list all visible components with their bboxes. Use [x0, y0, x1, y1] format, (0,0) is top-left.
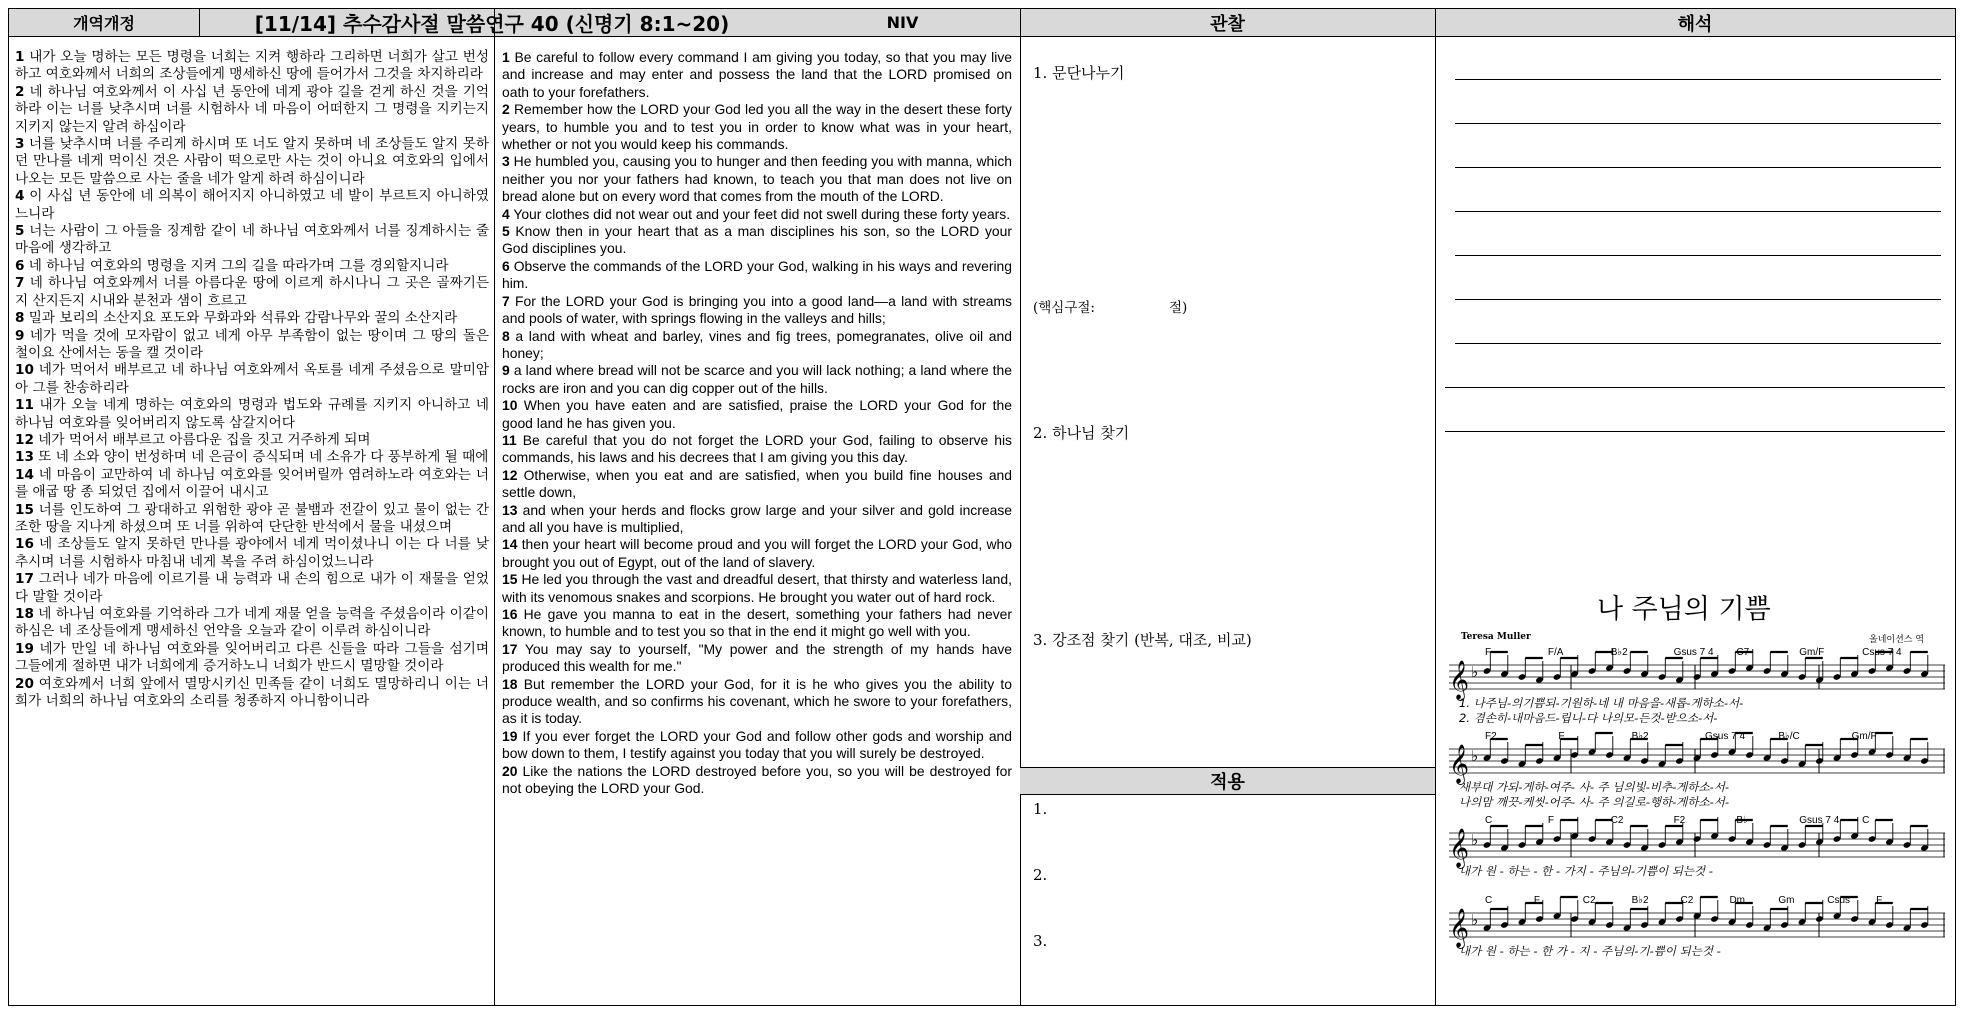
flat-icon: ♭: [1471, 831, 1479, 849]
observation-paragraph-division: 1. 문단나누기: [1033, 64, 1125, 82]
chord-symbol: B♭: [1736, 815, 1748, 826]
verse-text: But remember the LORD your God, for it is he who gives you the ability to produce wealth, and so confirms his covenant, which he swore to your forefathers, as it is today.: [502, 675, 1012, 727]
verse-number: 9: [502, 362, 510, 379]
column-divider: [494, 9, 495, 1005]
niv-verse: [502, 362, 1012, 397]
verse-number: 3: [502, 153, 510, 170]
verse-text: 내가 오늘 네게 명하는 여호와의 명령과 법도와 규례를 지키지 아니하고 네 하나님 여호와를 잊어버리지 않도록 삼갈지어다: [15, 397, 489, 431]
application-item-2: 2.: [1033, 866, 1048, 884]
niv-verse: [502, 536, 1012, 571]
verse-number: 12: [502, 466, 518, 483]
chord-symbol: F: [1558, 731, 1565, 742]
verse-text: Observe the commands of the LORD your God, walking in his ways and revering him.: [502, 257, 1012, 292]
verse-text: 네가 만일 네 하나님 여호와를 잊어버리고 다른 신들을 따라 그들을 섬기며 그들에게 절하면 내가 너희에게 증거하노니 너희가 반드시 멸망할 것이라: [15, 640, 489, 675]
song-translator: 올네이션스 역: [1869, 635, 1925, 645]
observation-header: 관찰: [1020, 9, 1435, 37]
verse-number: 13: [15, 449, 34, 466]
chord-symbol: C2: [1582, 895, 1596, 906]
flat-icon: ♭: [1471, 911, 1479, 929]
column-divider: [1435, 9, 1436, 1005]
verse-text: 또 네 소와 양이 번성하며 네 은금이 증식되며 네 소유가 다 풍부하게 될 때에: [33, 449, 489, 466]
flat-icon: ♭: [1471, 663, 1479, 681]
verse-number: 6: [15, 257, 25, 274]
chord-symbol: F2: [1673, 815, 1686, 826]
korean-verse: [15, 502, 489, 537]
verse-text: When you have eaten and are satisfied, praise the LORD your God for the good land he has given you.: [502, 397, 1012, 431]
korean-verse: [15, 328, 489, 363]
verse-number: 17: [15, 571, 34, 588]
verse-text: then your heart will become proud and you will forget the LORD your God, who brought you out of Egypt, out of the land of slavery.: [502, 536, 1012, 570]
niv-verse: [502, 293, 1012, 328]
verse-number: 5: [502, 223, 510, 240]
application-item-3: 3.: [1033, 932, 1048, 950]
verse-text: a land with wheat and barley, vines and fig trees, pomegranates, olive oil and honey;: [502, 327, 1012, 361]
worksheet: [8, 8, 1956, 1006]
niv-verse: [502, 101, 1012, 153]
verse-text: If you ever forget the LORD your God and follow other gods and worship and bow down to them, I testify against you today that you will surely be destroyed.: [502, 727, 1012, 762]
verse-number: 8: [502, 327, 510, 344]
chord-symbol: Csus: [1827, 895, 1851, 906]
niv-verse: [502, 641, 1012, 676]
verse-text: Be careful to follow every command I am giving you today, so that you may live and increase and may enter and possess the land that the LORD promised on oath to your forefathers.: [502, 49, 1012, 100]
korean-verse: [15, 571, 489, 606]
verse-number: 20: [15, 675, 34, 692]
verse-text: a land where bread will not be scarce and you will lack nothing; a land where the rocks are iron and you can dig copper out of the hills.: [502, 362, 1012, 396]
application-header: 적용: [1020, 767, 1435, 795]
writing-line: [1455, 255, 1941, 256]
chord-symbol: Csus 7 4: [1862, 647, 1902, 658]
korean-scripture-column: [15, 49, 489, 710]
verse-text: 너를 낮추시며 너를 주리게 하시며 또 너도 알지 못하며 네 조상들도 알지 못하던 만나를 네게 먹이신 것은 사람이 떡으로만 사는 것이 아니요 여호와의 입에서 나오는 모든 말씀으로 사는 줄을 네가 알게 하려 하심이니라: [15, 136, 489, 187]
chord-symbol: F/A: [1547, 647, 1564, 658]
lyrics-line: 1. 나주님-의기쁨되-기원하-네 내 마음을-새롭-게하소-서-: [1459, 696, 1744, 710]
verse-text: 너는 사람이 그 아들을 징계함 같이 네 하나님 여호와께서 너를 징계하시는 줄 마음에 생각하고: [15, 223, 489, 257]
key-verse-unit: 절): [1169, 300, 1188, 316]
verse-number: 15: [15, 501, 34, 518]
treble-clef-icon: 𝄞: [1449, 660, 1470, 700]
interpretation-header: 해석: [1435, 9, 1955, 37]
niv-verse: [502, 571, 1012, 606]
lyrics-line: 내가 원 - 하는 - 한 가 - 지 - 주님의-기-쁨이 되는것 -: [1459, 944, 1721, 958]
sheet-music: [1445, 639, 1949, 999]
chord-symbol: Gsus 7 4: [1705, 731, 1746, 742]
chord-symbol: B♭2: [1631, 731, 1649, 742]
korean-verse: [15, 606, 489, 641]
verse-text: and when your herds and flocks grow large and your silver and gold increase and all you have is multiplied,: [502, 501, 1012, 535]
verse-text: You may say to yourself, "My power and the strength of my hands have produced this wealth for me.": [502, 640, 1012, 675]
verse-number: 18: [15, 606, 34, 622]
song-title: 나 주님의 기쁨: [1597, 594, 1771, 625]
verse-number: 3: [15, 136, 25, 153]
korean-verse: [15, 84, 489, 136]
verse-number: 18: [502, 675, 518, 692]
chord-symbol: C: [1862, 815, 1870, 826]
korean-verse: [15, 397, 489, 432]
chord-symbol: Gm: [1778, 895, 1795, 906]
verse-number: 8: [15, 310, 25, 327]
korean-verse: [15, 536, 489, 571]
chord-symbol: F: [1547, 815, 1554, 826]
korean-verse: [15, 49, 489, 84]
verse-number: 7: [15, 275, 25, 292]
verse-text: 네 조상들도 알지 못하던 만나를 광야에서 네게 먹이셨나니 이는 다 너를 낮추시며 너를 시험하사 마침내 네게 복을 주려 하심이었느니라: [15, 536, 489, 570]
page-title: [11/14] 추수감사절 말씀연구 40 (신명기 8:1~20): [199, 9, 785, 37]
chord-symbol: F: [1485, 647, 1492, 658]
niv-scripture-column: [502, 49, 1012, 797]
verse-number: 14: [502, 536, 518, 553]
korean-version-header: 개역개정: [9, 9, 199, 37]
korean-verse: [15, 676, 489, 711]
chord-symbol: F2: [1485, 731, 1497, 742]
verse-number: 10: [15, 362, 34, 379]
chord-symbol: Gm/F: [1851, 731, 1877, 742]
verse-text: Like the nations the LORD destroyed before you, so you will be destroyed for not obeying the LORD your God.: [502, 762, 1012, 797]
verse-text: He gave you manna to eat in the desert, something your fathers had never known, to humble and to test you so that in the end it might go well with you.: [502, 606, 1012, 640]
niv-verse: [502, 258, 1012, 293]
verse-text: Otherwise, when you eat and are satisfied, when you build fine houses and settle down,: [502, 466, 1012, 501]
korean-verse: [15, 310, 489, 327]
korean-verse: [15, 188, 489, 223]
verse-number: 6: [502, 257, 510, 274]
verse-text: 그러나 네가 마음에 이르기를 내 능력과 내 손의 힘으로 내가 이 재물을 얻었다 말할 것이라: [15, 571, 489, 605]
chord-symbol: Dm: [1729, 895, 1746, 906]
verse-number: 16: [502, 606, 518, 622]
chord-symbol: Gsus 7 4: [1673, 647, 1714, 658]
korean-verse: [15, 258, 489, 275]
verse-text: 밀과 보리의 소산지요 포도와 무화과와 석류와 감람나무와 꿀의 소산지라: [24, 310, 458, 327]
niv-verse: [502, 728, 1012, 763]
treble-clef-icon: 𝄞: [1449, 828, 1470, 868]
chord-symbol: F: [1876, 895, 1883, 906]
verse-number: 17: [502, 640, 518, 657]
verse-text: Be careful that you do not forget the LORD your God, failing to observe his commands, his laws and his decrees that I am giving you this day.: [502, 431, 1012, 466]
verse-number: 9: [15, 327, 25, 344]
verse-text: 여호와께서 너희 앞에서 멸망시키신 민족들 같이 너희도 멸망하리니 이는 너희가 너희의 하나님 여호와의 소리를 청종하지 아니함이니라: [15, 675, 489, 710]
korean-verse: [15, 223, 489, 258]
verse-number: 20: [502, 762, 518, 779]
verse-text: Your clothes did not wear out and your feet did not swell during these forty years.: [509, 205, 1011, 222]
verse-text: 이 사십 년 동안에 네 의복이 해어지지 아니하였고 네 발이 부르트지 아니하였느니라: [15, 188, 489, 222]
verse-number: 4: [15, 188, 25, 205]
header-divider: [199, 9, 200, 37]
verse-text: Remember how the LORD your God led you all the way in the desert these forty years, to humble you and to test you in order to know what was in your heart, whether or not you would keep his commands.: [502, 101, 1012, 153]
verse-number: 2: [502, 101, 510, 118]
chord-symbol: B♭2: [1631, 895, 1649, 906]
verse-text: 네 하나님 여호와를 기억하라 그가 네게 재물 얻을 능력을 주셨음이라 이같이 하심은 네 조상들에게 맹세하신 언약을 오늘과 같이 이루려 하심이니라: [15, 606, 489, 640]
korean-verse: [15, 136, 489, 188]
verse-text: 네가 먹어서 배부르고 아름다운 집을 짓고 거주하게 되며: [33, 431, 371, 448]
niv-verse: [502, 676, 1012, 728]
verse-text: 네가 먹어서 배부르고 네 하나님 여호와께서 옥토를 네게 주셨음으로 말미암아 그를 찬송하리라: [15, 362, 489, 396]
verse-text: 네가 먹을 것에 모자람이 없고 네게 아무 부족함이 없는 땅이며 그 땅의 돌은 철이요 산에서는 동을 캘 것이라: [15, 327, 489, 361]
key-verse-label: (핵심구절:: [1033, 300, 1095, 316]
verse-number: 1: [15, 49, 25, 65]
writing-line: [1455, 123, 1941, 124]
verse-number: 12: [15, 431, 34, 448]
verse-text: He led you through the vast and dreadful desert, that thirsty and waterless land, with its venomous snakes and scorpions. He brought you water out of hard rock.: [502, 571, 1012, 605]
application-item-1: 1.: [1033, 800, 1048, 818]
lyrics-line: 새부대 가되-게하-여주- 사- 주 님의빛-비추-게하소-서-: [1459, 780, 1729, 794]
verse-text: 네 마음이 교만하여 네 하나님 여호와를 잊어버릴까 염려하노라 여호와는 너를 애굽 땅 종 되었던 집에서 이끌어 내시고: [15, 466, 489, 501]
chord-symbol: C: [1485, 895, 1493, 906]
niv-verse: [502, 467, 1012, 502]
writing-line: [1445, 387, 1945, 388]
verse-text: 내가 오늘 명하는 모든 명령을 너희는 지켜 행하라 그리하면 너희가 살고 번성하고 여호와께서 너희의 조상들에게 맹세하신 땅에 들어가서 그것을 차지하리라: [15, 49, 489, 83]
verse-number: 13: [502, 501, 518, 518]
verse-number: 11: [502, 431, 517, 448]
verse-text: 네 하나님 여호와께서 이 사십 년 동안에 네게 광야 길을 걷게 하신 것을 기억하라 이는 너를 낮추시며 너를 시험하사 네 마음이 어떠한지 그 명령을 지키는지 지키지 않는지 알려 하심이라: [15, 83, 489, 135]
writing-line: [1455, 167, 1941, 168]
verse-text: For the LORD your God is bringing you into a good land—a land with streams and pools of water, with springs flowing in the valleys and hills;: [502, 292, 1012, 327]
niv-version-header: NIV: [785, 9, 1020, 37]
verse-number: 1: [502, 49, 510, 65]
flat-icon: ♭: [1471, 747, 1479, 765]
verse-number: 7: [502, 292, 510, 309]
chord-symbol: C2: [1610, 815, 1624, 826]
chord-symbol: B♭2: [1610, 647, 1628, 658]
lyrics-line: 내가 원 - 하는 - 한 - 가지 - 주님의-기쁨이 되는것 -: [1459, 864, 1713, 878]
verse-number: 15: [502, 571, 518, 588]
writing-line: [1455, 299, 1941, 300]
treble-clef-icon: 𝄞: [1449, 744, 1470, 784]
chord-symbol: C: [1485, 815, 1493, 826]
verse-number: 10: [502, 397, 518, 414]
song-composer: Teresa Muller: [1461, 632, 1531, 642]
verse-number: 5: [15, 223, 25, 240]
korean-verse: [15, 449, 489, 466]
verse-number: 11: [15, 397, 34, 414]
verse-number: 16: [15, 536, 34, 553]
niv-verse: [502, 502, 1012, 537]
korean-verse: [15, 467, 489, 502]
niv-verse: [502, 432, 1012, 467]
chord-symbol: C7: [1736, 647, 1750, 658]
treble-clef-icon: 𝄞: [1449, 908, 1470, 948]
verse-number: 19: [15, 640, 34, 657]
writing-line: [1445, 431, 1945, 432]
niv-verse: [502, 223, 1012, 258]
verse-text: He humbled you, causing you to hunger and then feeding you with manna, which neither you nor your fathers had known, to teach you that man does not live on bread alone but on every word that comes from the mouth of the LORD.: [502, 153, 1012, 205]
observation-find-god: 2. 하나님 찾기: [1033, 424, 1130, 442]
verse-text: 네 하나님 여호와의 명령을 지켜 그의 길을 따라가며 그를 경외할지니라: [24, 257, 449, 274]
chord-symbol: F: [1533, 895, 1540, 906]
niv-verse: [502, 153, 1012, 205]
writing-line: [1455, 343, 1941, 344]
verse-text: 너를 인도하여 그 광대하고 위험한 광야 곧 불뱀과 전갈이 있고 물이 없는 간조한 땅을 지나게 하셨으며 또 너를 위하여 단단한 반석에서 물을 내셨으며: [15, 501, 489, 535]
writing-line: [1455, 79, 1941, 80]
verse-number: 14: [15, 466, 34, 483]
verse-text: 네 하나님 여호와께서 너를 아름다운 땅에 이르게 하시나니 그 곳은 골짜기든지 산지든지 시내와 분천과 샘이 흐르고: [15, 275, 489, 309]
chord-symbol: Gm/F: [1799, 647, 1825, 658]
korean-verse: [15, 362, 489, 397]
lyrics-line: 2. 겸손히-내마음드-립니-다 나의모-든것-받으소-서-: [1459, 711, 1718, 725]
chord-symbol: Gsus 7 4: [1799, 815, 1840, 826]
chord-symbol: B♭/C: [1778, 731, 1800, 742]
korean-verse: [15, 275, 489, 310]
chord-symbol: C2: [1680, 895, 1694, 906]
niv-verse: [502, 328, 1012, 363]
lyrics-line: 나의맘 깨끗-케씻-어주- 사- 주 의길로-행하-게하소-서-: [1459, 795, 1729, 809]
niv-verse: [502, 206, 1012, 223]
verse-text: Know then in your heart that as a man disciplines his son, so the LORD your God disciplines you.: [502, 223, 1012, 257]
writing-line: [1455, 211, 1941, 212]
niv-verse: [502, 763, 1012, 798]
korean-verse: [15, 432, 489, 449]
verse-number: 19: [502, 727, 518, 744]
niv-verse: [502, 49, 1012, 101]
korean-verse: [15, 641, 489, 676]
verse-number: 4: [502, 205, 510, 222]
verse-number: 2: [15, 83, 25, 100]
niv-verse: [502, 397, 1012, 432]
niv-verse: [502, 606, 1012, 641]
column-divider: [1020, 9, 1021, 1005]
observation-find-emphasis: 3. 강조점 찾기 (반복, 대조, 비교): [1033, 631, 1252, 649]
